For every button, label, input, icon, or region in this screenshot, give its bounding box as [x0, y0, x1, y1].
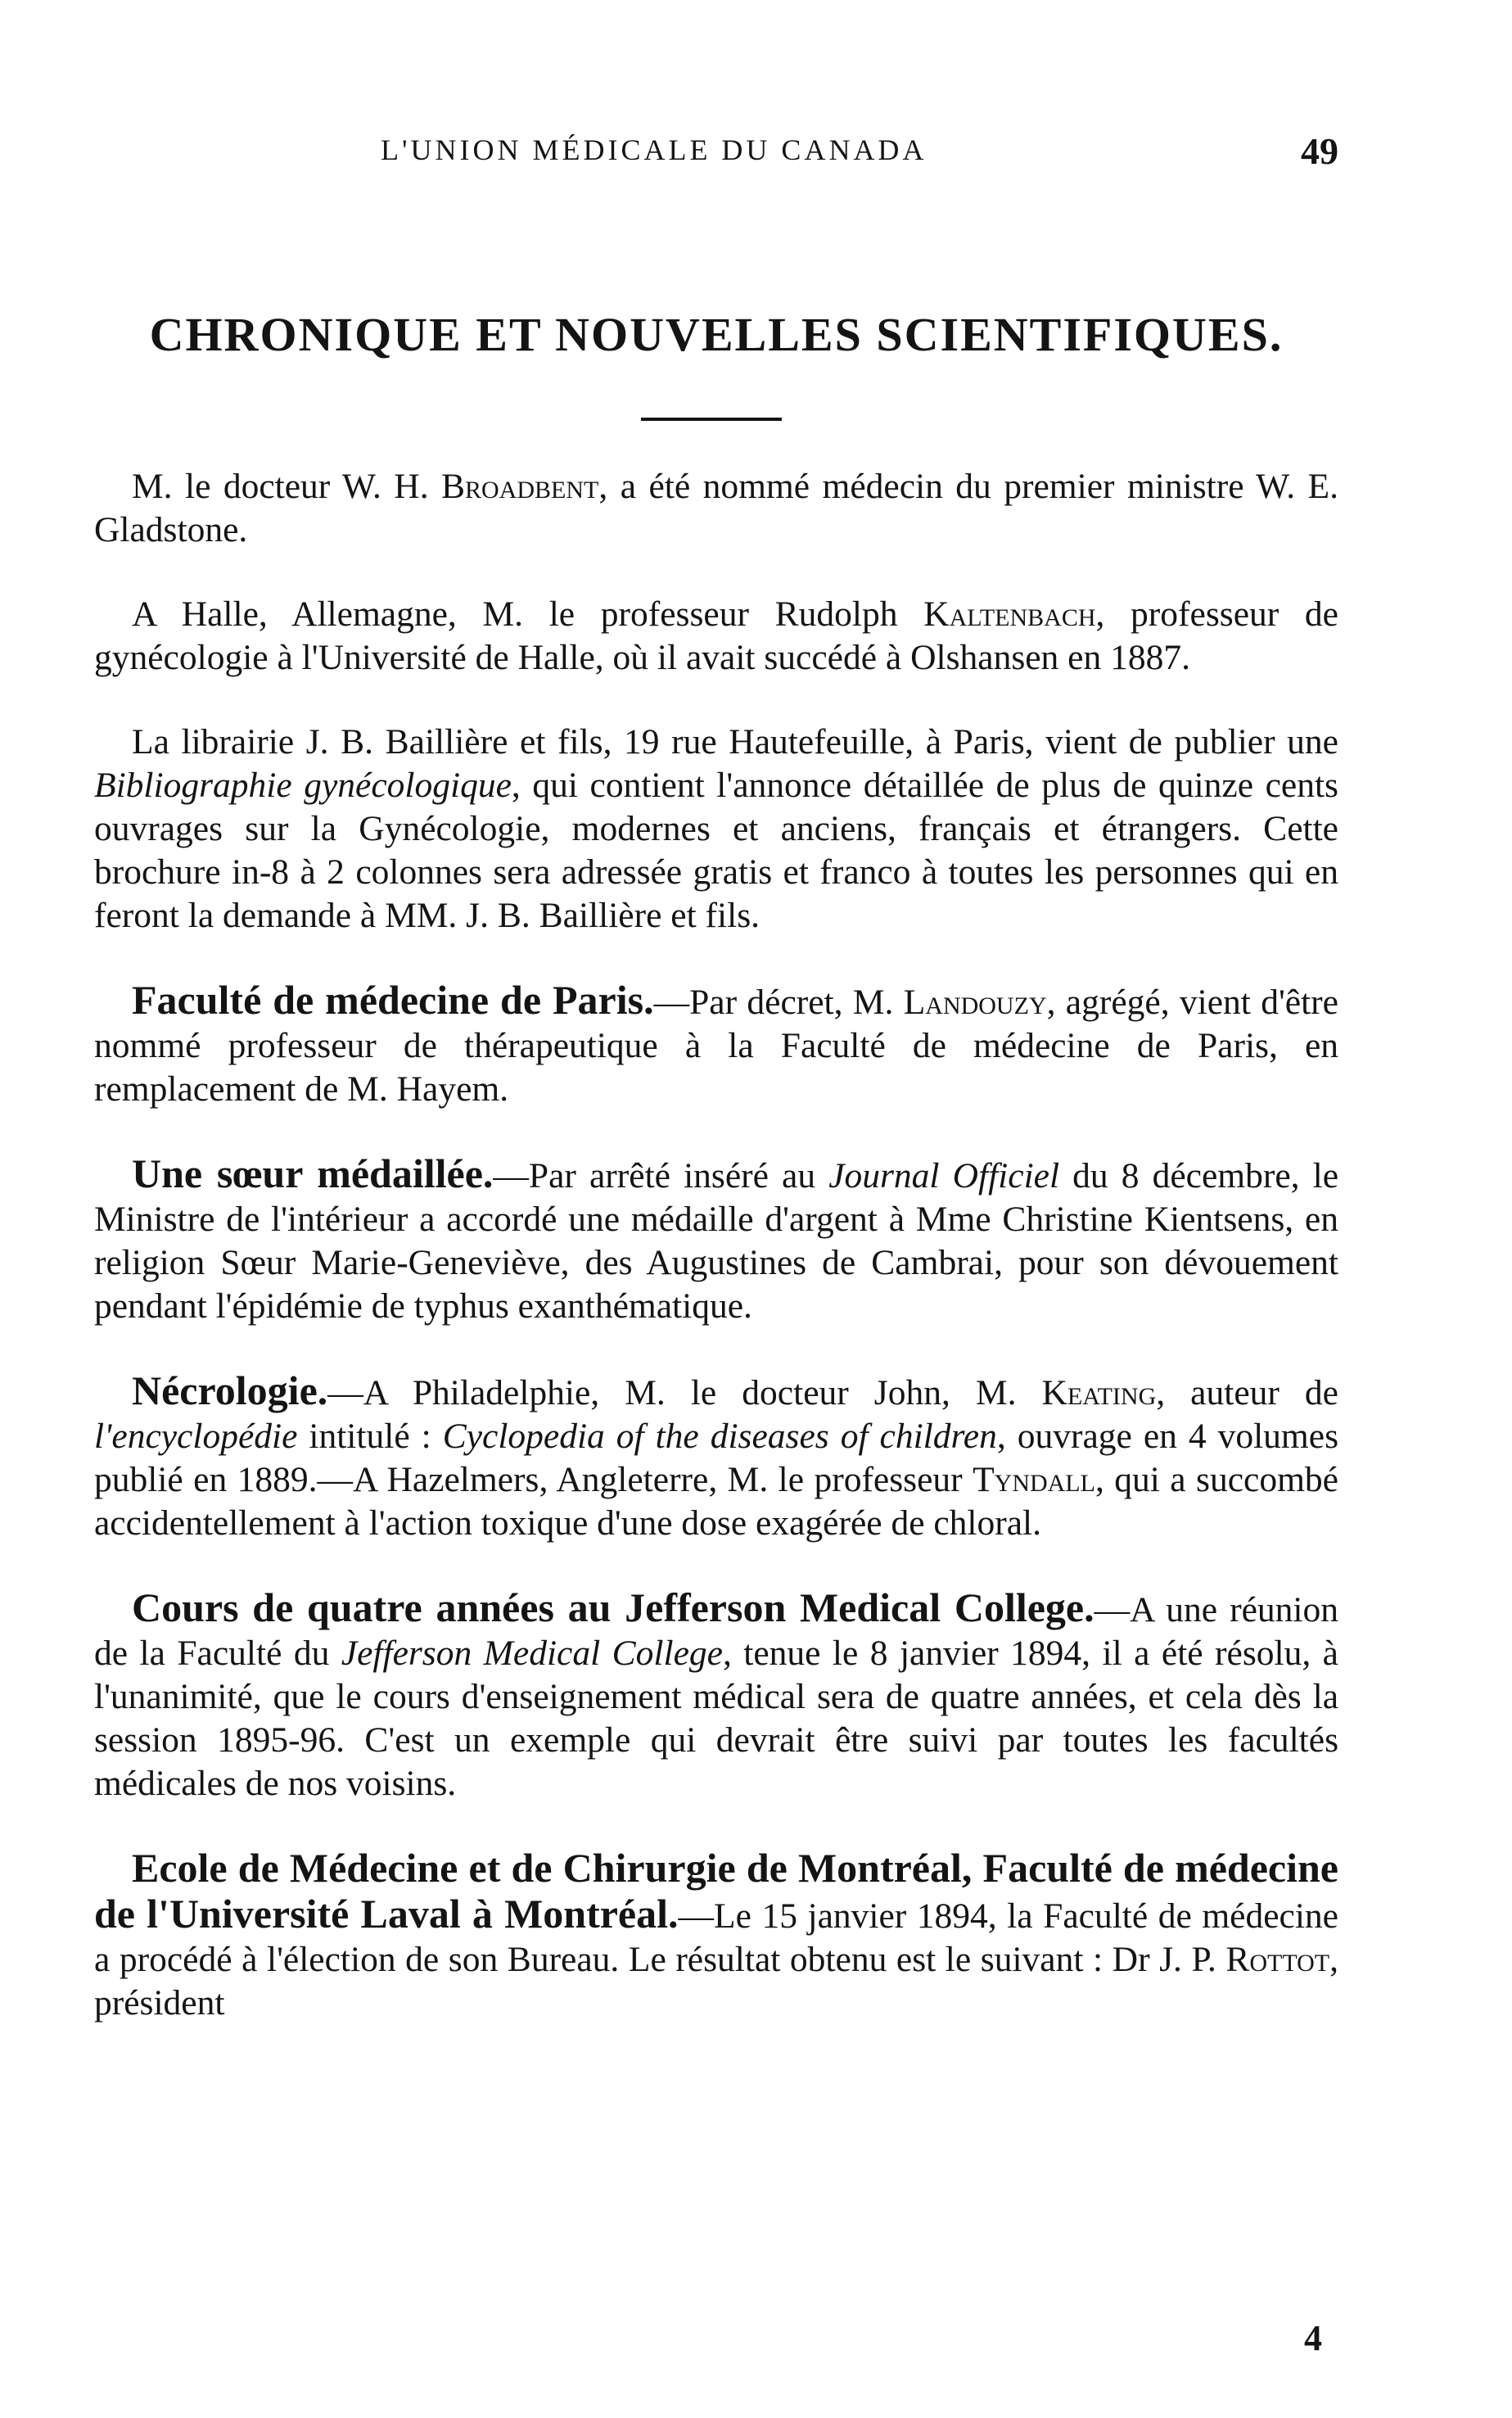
necrologie-text-3: intitulé :	[297, 1417, 443, 1456]
montreal-text-2: , président	[94, 1940, 1338, 2023]
paragraph-kaltenbach	[94, 593, 1338, 680]
faculte-paris-heading: Faculté de médecine de Paris.	[132, 977, 654, 1023]
paragraph-jefferson	[94, 1586, 1338, 1806]
broadbent-text-1: M. le docteur W. H.	[132, 467, 442, 506]
kaltenbach-text-2: , professeur de gynécologie à l'Université de Halle, où il avait succédé à Olshansen en 1887.	[94, 594, 1338, 677]
jefferson-college-name: Jefferson Medical College	[341, 1634, 723, 1673]
signature-mark: 4	[1304, 2318, 1322, 2358]
necrologie-cyclopedia-title: Cyclopedia of the diseases of children	[442, 1417, 997, 1456]
paragraph-necrologie	[94, 1369, 1338, 1545]
montreal-name-rottot: Rottot	[1225, 1940, 1330, 1979]
running-title: L'UNION MÉDICALE DU CANADA	[381, 133, 928, 166]
necrologie-text-4: , ouvrage en 4 volumes publié en 1889.—A Hazelmers, Angleterre, M. le professeur	[94, 1417, 1338, 1499]
paragraph-bailliere	[94, 721, 1338, 938]
paragraph-soeur	[94, 1152, 1338, 1328]
paragraph-broadbent	[94, 465, 1338, 552]
faculte-paris-name: Landouzy	[903, 983, 1047, 1022]
page-number: 49	[1301, 130, 1338, 172]
kaltenbach-name: Kaltenbach	[923, 594, 1096, 634]
montreal-heading: Ecole de Médecine et de Chirurgie de Montréal, Faculté de médecine de l'Université Laval à Montréal.	[94, 1845, 1338, 1937]
running-head	[94, 129, 1338, 179]
necrologie-name-keating: Keating	[1041, 1373, 1157, 1412]
journal-page	[94, 0, 1338, 2418]
article-body	[94, 465, 1338, 2025]
bailliere-text-1: La librairie J. B. Baillière et fils, 19 rue Hautefeuille, à Paris, vient de publier une	[132, 722, 1338, 762]
paragraph-montreal	[94, 1846, 1338, 2025]
jefferson-heading: Cours de quatre années au Jefferson Medical College.	[132, 1584, 1095, 1630]
bailliere-text-2: , qui contient l'annonce détaillée de plus de quinze cents ouvrages sur la Gynécologie, modernes et anciens, français et étrangers. Cette brochure in-8 à 2 colonnes sera adressée gratis et franco à toutes les personnes qui en feront la demande à MM. J. B. Baillière et fils.	[94, 766, 1338, 935]
kaltenbach-text-1: A Halle, Allemagne, M. le professeur Rudolph	[132, 594, 924, 634]
necrologie-text-2: , auteur de	[1156, 1373, 1338, 1412]
paragraph-faculte-paris	[94, 978, 1338, 1111]
bailliere-book-title: Bibliographie gynécologique	[94, 766, 512, 805]
montreal-text-1: —Le 15 janvier 1894, la Faculté de médecine a procédé à l'élection de son Bureau. Le résultat obtenu est le suivant : Dr J. P.	[94, 1896, 1338, 1979]
soeur-journal-title: Journal Officiel	[828, 1156, 1060, 1195]
section-heading: CHRONIQUE ET NOUVELLES SCIENTIFIQUES.	[149, 308, 1284, 361]
broadbent-name: Broadbent	[441, 467, 599, 506]
jefferson-text-1: —A une réunion de la Faculté du	[94, 1590, 1339, 1673]
soeur-heading: Une sœur médaillée.	[132, 1150, 494, 1196]
necrologie-encyclopedie: l'encyclopédie	[94, 1417, 298, 1456]
faculte-paris-text-2: , agrégé, vient d'être nommé professeur de thérapeutique à la Faculté de médecine de Paris, en remplacement de M. Hayem.	[94, 983, 1338, 1109]
necrologie-name-tyndall: Tyndall	[973, 1460, 1095, 1499]
necrologie-text-5: , qui a succombé accidentellement à l'action toxique d'une dose exagérée de chloral.	[94, 1460, 1338, 1543]
jefferson-text-2: , tenue le 8 janvier 1894, il a été résolu, à l'unanimité, que le cours d'enseignement médical sera de quatre années, et cela dès la session 1895-96. C'est un exemple qui devrait être suivi par toutes les facultés médicales de nos voisins.	[94, 1634, 1338, 1803]
soeur-text-1: —Par arrêté inséré au	[493, 1156, 829, 1195]
necrologie-heading: Nécrologie.	[132, 1367, 328, 1413]
faculte-paris-text-1: —Par décret, M.	[653, 983, 904, 1022]
soeur-text-2: du 8 décembre, le Ministre de l'intérieur a accordé une médaille d'argent à Mme Christine Kientsens, en religion Sœur Marie-Geneviève, des Augustines de Cambrai, pour son dévouement pendant l'épidémie de typhus exanthématique.	[94, 1156, 1339, 1326]
heading-rule	[641, 418, 782, 421]
broadbent-text-2: , a été nommé médecin du premier ministre W. E. Gladstone.	[94, 467, 1338, 549]
necrologie-text-1: —A Philadelphie, M. le docteur John, M.	[327, 1373, 1042, 1412]
